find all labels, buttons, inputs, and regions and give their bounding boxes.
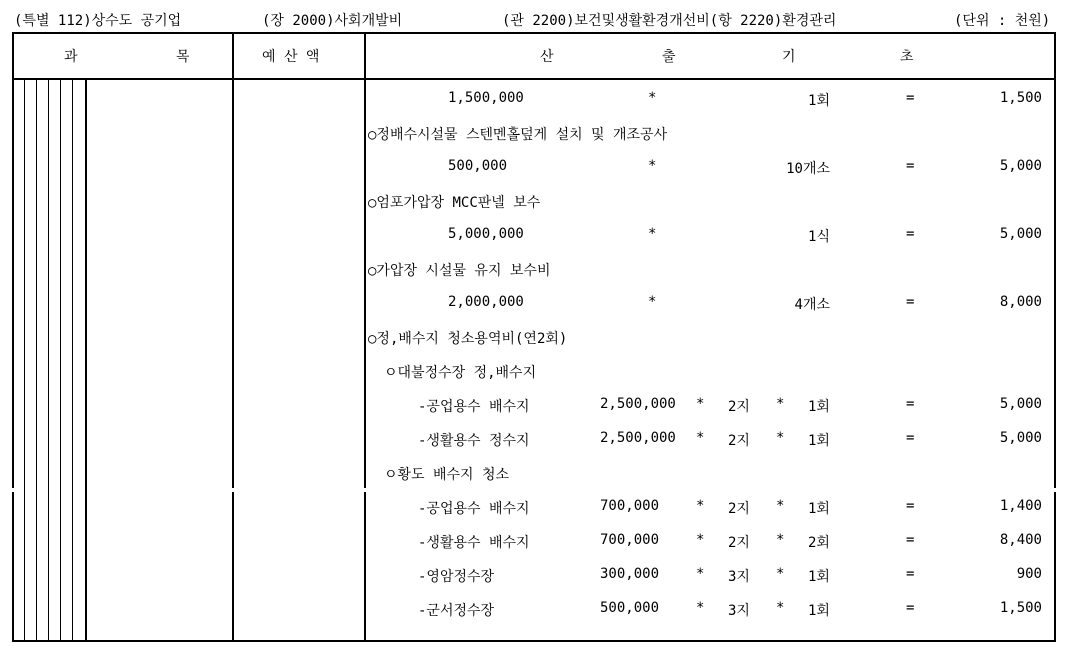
- count: 2지: [728, 535, 750, 551]
- page-break-gap: [1054, 488, 1058, 492]
- unit-price: 5,000,000: [448, 226, 524, 242]
- count: 2지: [728, 399, 750, 415]
- times: 1회: [808, 603, 830, 619]
- equals-sign: =: [906, 158, 915, 174]
- equals-sign: =: [906, 396, 915, 412]
- column-divider-budget: [364, 32, 366, 642]
- line-total: 8,000: [999, 294, 1042, 310]
- equals-sign: =: [906, 498, 915, 514]
- subject-subline: [24, 80, 25, 642]
- section-label: (관 2200)보건및생활환경개선비(항 2220)환경관리: [502, 13, 837, 29]
- unit-price: 2,500,000: [600, 396, 676, 412]
- sub-item-title: ㅇ대불정수장 정,배수지: [384, 365, 537, 381]
- page-break-gap: [10, 488, 14, 492]
- count: 3지: [728, 603, 750, 619]
- line-total: 1,500: [999, 90, 1042, 106]
- times: 1회: [808, 501, 830, 517]
- sub-item-label: -영암정수장: [418, 569, 495, 585]
- subject-subline: [72, 80, 73, 642]
- multiply-sign: *: [776, 600, 785, 616]
- multiply-sign: *: [776, 532, 785, 548]
- equals-sign: =: [906, 226, 915, 242]
- multiply-sign: *: [776, 396, 785, 412]
- multiply-sign: *: [696, 532, 705, 548]
- multiply-sign: *: [776, 498, 785, 514]
- sub-item-title: ㅇ황도 배수지 청소: [384, 467, 510, 483]
- multiply-sign: *: [696, 566, 705, 582]
- line-total: 5,000: [999, 158, 1042, 174]
- multiply-sign: *: [648, 226, 657, 242]
- equals-sign: =: [906, 90, 915, 106]
- multiply-sign: *: [696, 600, 705, 616]
- chapter-label: (장 2000)사회개발비: [262, 13, 403, 29]
- column-header-calc-3: 기: [782, 49, 796, 65]
- line-total: 5,000: [999, 430, 1042, 446]
- column-header-subject-left: 과: [64, 49, 78, 65]
- count: 2지: [728, 433, 750, 449]
- count: 3지: [728, 569, 750, 585]
- equals-sign: =: [906, 566, 915, 582]
- unit-price: 2,000,000: [448, 294, 524, 310]
- multiply-sign: *: [696, 396, 705, 412]
- special-account-label: (특별 112)상수도 공기업: [14, 13, 182, 29]
- multiply-sign: *: [696, 430, 705, 446]
- quantity: 1회: [808, 93, 830, 109]
- multiply-sign: *: [648, 158, 657, 174]
- sub-item-label: -생활용수 정수지: [418, 433, 530, 449]
- times: 1회: [808, 569, 830, 585]
- sub-item-label: -생활용수 배수지: [418, 535, 530, 551]
- multiply-sign: *: [776, 566, 785, 582]
- page-break-gap: [231, 488, 235, 492]
- item-title: ○가압장 시설물 유지 보수비: [368, 263, 551, 279]
- column-header-calc-4: 초: [900, 49, 914, 65]
- item-title: ○정,배수지 청소용역비(연2회): [368, 331, 568, 347]
- unit-price: 700,000: [600, 532, 660, 548]
- unit-price: 500,000: [600, 600, 660, 616]
- times: 2회: [808, 535, 830, 551]
- item-title: ○정배수시설물 스텐멘홀덮게 설치 및 개조공사: [368, 127, 668, 143]
- column-header-subject-right: 목: [176, 49, 190, 65]
- subject-subline: [36, 80, 37, 642]
- times: 1회: [808, 399, 830, 415]
- equals-sign: =: [906, 532, 915, 548]
- sub-item-label: -공업용수 배수지: [418, 501, 530, 517]
- multiply-sign: *: [696, 498, 705, 514]
- line-total: 1,500: [999, 600, 1042, 616]
- quantity: 1식: [808, 229, 830, 245]
- column-divider-subject: [232, 32, 234, 642]
- column-header-calc-2: 출: [662, 49, 676, 65]
- page-break-gap: [363, 488, 367, 492]
- equals-sign: =: [906, 294, 915, 310]
- column-header-calc-1: 산: [540, 49, 554, 65]
- unit-price: 2,500,000: [600, 430, 676, 446]
- column-header-budget: 예 산 액: [262, 49, 320, 65]
- unit-price: 500,000: [448, 158, 508, 174]
- subject-subline: [85, 80, 87, 642]
- count: 2지: [728, 501, 750, 517]
- equals-sign: =: [906, 430, 915, 446]
- unit-price: 1,500,000: [448, 90, 524, 106]
- multiply-sign: *: [776, 430, 785, 446]
- sub-item-label: -군서정수장: [418, 603, 495, 619]
- line-total: 5,000: [999, 226, 1042, 242]
- times: 1회: [808, 433, 830, 449]
- line-total: 5,000: [999, 396, 1042, 412]
- quantity: 4개소: [794, 297, 830, 313]
- multiply-sign: *: [648, 294, 657, 310]
- table-header-divider: [12, 78, 1056, 80]
- line-total: 8,400: [999, 532, 1042, 548]
- unit-price: 700,000: [600, 498, 660, 514]
- subject-subline: [60, 80, 61, 642]
- equals-sign: =: [906, 600, 915, 616]
- item-title: ○엄포가압장 MCC판넬 보수: [368, 195, 541, 211]
- unit-label: (단위 : 천원): [954, 13, 1051, 29]
- line-total: 1,400: [999, 498, 1042, 514]
- unit-price: 300,000: [600, 566, 660, 582]
- sub-item-label: -공업용수 배수지: [418, 399, 530, 415]
- subject-subline: [48, 80, 49, 642]
- multiply-sign: *: [648, 90, 657, 106]
- quantity: 10개소: [786, 161, 830, 177]
- line-total: 900: [1016, 566, 1042, 582]
